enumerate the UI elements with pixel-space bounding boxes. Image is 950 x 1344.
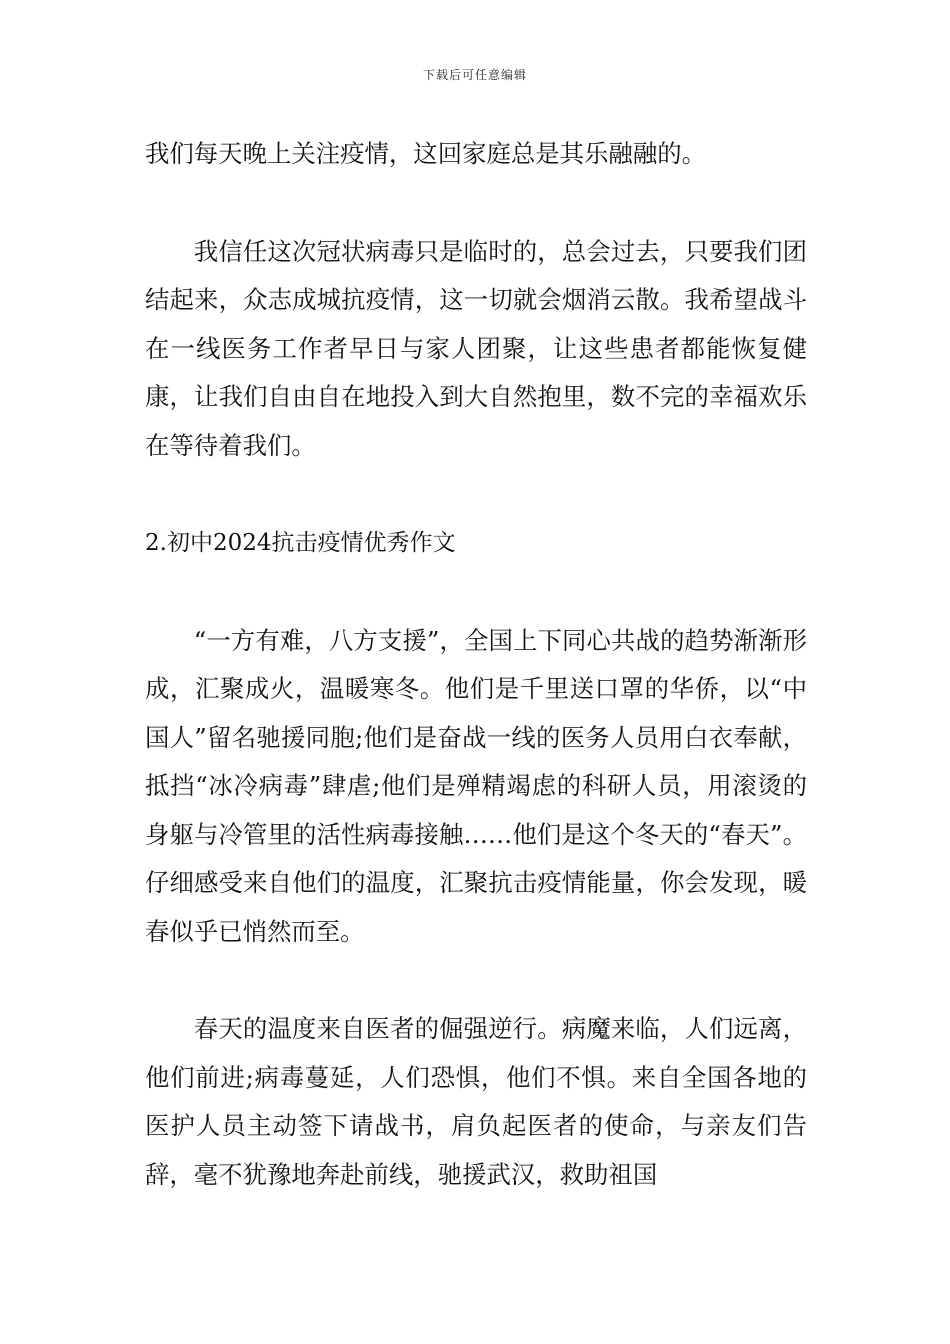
section-heading: 2.初中2024抗击疫情优秀作文 bbox=[145, 530, 456, 556]
paragraph-gap bbox=[145, 956, 807, 1005]
paragraph-gap bbox=[145, 179, 807, 228]
paragraph-3: “一方有难，八方支援”，全国上下同心共战的趋势渐渐形成，汇聚成火，温暖寒冬。他们是千里送口罩的华侨，以“中国人”留名驰援同胞;他们是奋战一线的医务人员用白衣奉献，抵挡“冰冷病毒”肆虐;他们是殚精竭虑的科研人员，用滚烫的身躯与冷管里的活性病毒接触……他们是这个冬天的“春天”。仔细感受来自他们的温度，汇聚抗击疫情能量，你会发现，暖春似乎已悄然而至。 bbox=[145, 625, 807, 946]
paragraph-2: 我信任这次冠状病毒只是临时的，总会过去，只要我们团结起来，众志成城抗疫情，这一切就会烟消云散。我希望战斗在一线医务工作者早日与家人团聚，让这些患者都能恢复健康，让我们自由自在地投入到大自然抱里，数不完的幸福欢乐在等待着我们。 bbox=[145, 236, 807, 460]
paragraph-1: 我们每天晚上关注疫情，这回家庭总是其乐融融的。 bbox=[145, 139, 706, 168]
page-header-note: 下载后可任意编辑 bbox=[422, 68, 527, 82]
paragraph-gap bbox=[145, 568, 807, 617]
paragraph-gap bbox=[145, 470, 807, 519]
paragraph-4: 春天的温度来自医者的倔强逆行。病魔来临，人们远离，他们前进;病毒蔓延，人们恐惧，他们不惧。来自全国各地的医护人员主动签下请战书，肩负起医者的使命，与亲友们告辞，毫不犹豫地奔赴前线，驰援武汉，救助祖国 bbox=[145, 1014, 807, 1189]
document-body bbox=[145, 130, 807, 1199]
